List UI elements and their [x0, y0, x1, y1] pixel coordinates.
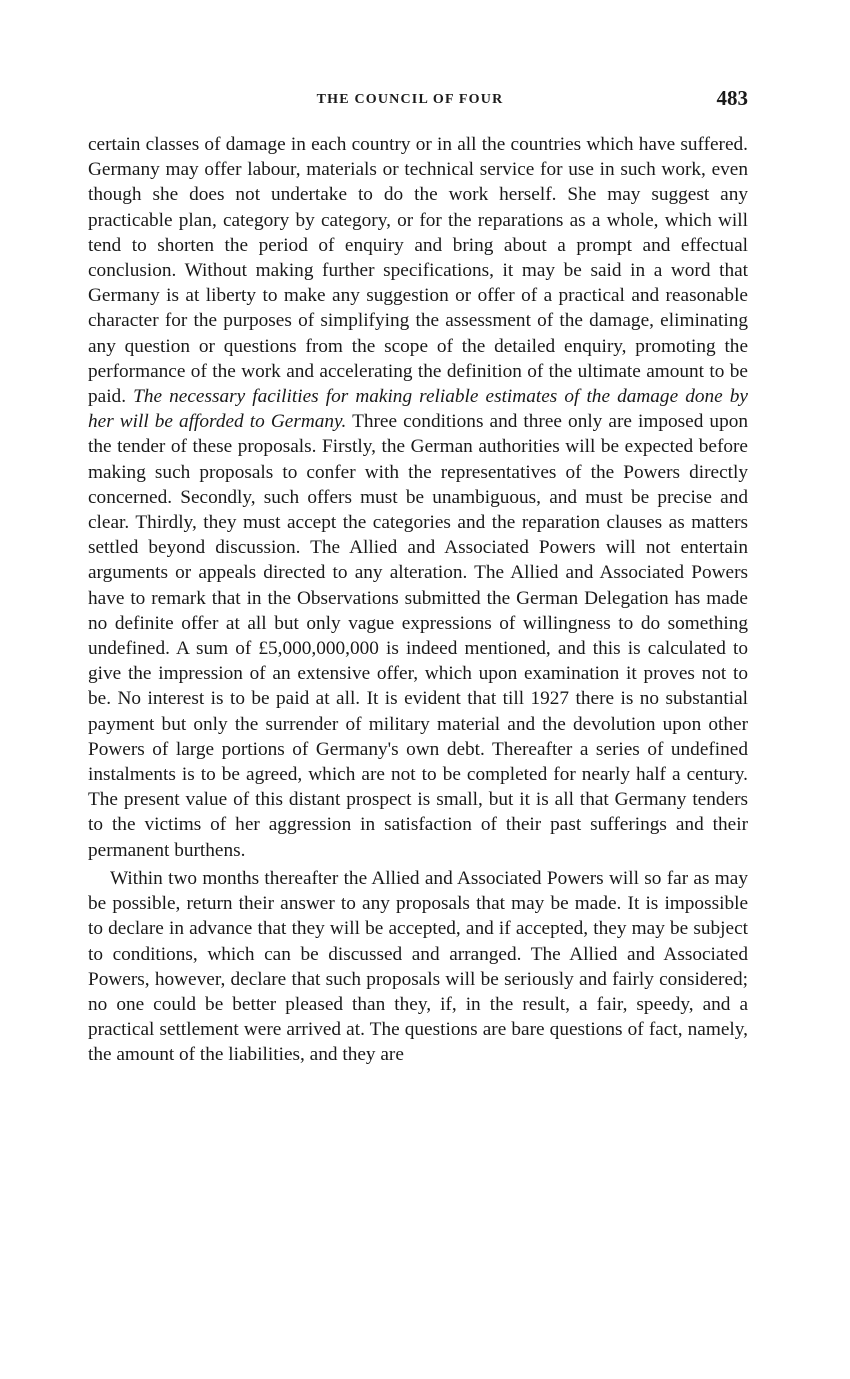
- running-head: [88, 0, 748, 120]
- paragraph-1-continuation: Three conditions and three only are imposed upon the tender of these proposals. Firstly, the German authorities will be expected before making such proposals to confer with the representatives of the Powers directly concerned. Secondly, such offers must be unambiguous, and must be precise and clear. Thirdly, they must accept the categories and the reparation clauses as matters settled beyond discussion. The Allied and Associated Powers will not entertain arguments or appeals directed to any alteration. The Allied and Associated Powers have to remark that in the Observations submitted the German Delegation has made no definite offer at all but only vague expressions of willingness to do something undefined. A sum of £5,000,000,000 is indeed mentioned, and this is calculated to give the impression of an extensive offer, which upon examination it proves not to be. No interest is to be paid at all. It is evident that till 1927 there is no substantial payment but only the surrender of military material and the devolution upon other Powers of large portions of Germany's own debt. Thereafter a series of undefined instalments is to be agreed, which are not to be completed for nearly half a century. The present value of this distant prospect is small, but it is all that Germany tenders to the victims of her aggression in satisfaction of their past sufferings and their permanent burthens.: [88, 411, 748, 861]
- italic-passage: The necessary facilities for making reliable estimates of the damage done by her will be afforded to Germany.: [88, 386, 748, 433]
- book-page: [88, 0, 748, 1066]
- body-text: [88, 132, 748, 1068]
- paragraph-2: Within two months thereafter the Allied and Associated Powers will so far as may be possible, return their answer to any proposals that may be made. It is impossible to declare in advance that they will be accepted, and if accepted, they may be subject to conditions, which can be discussed and arranged. The Allied and Associated Powers, however, declare that such proposals will be seriously and fairly considered; no one could be better pleased than they, if, in the result, a fair, speedy, and a practical settlement were arrived at. The questions are bare questions of fact, namely, the amount of the liabilities, and they are: [88, 867, 748, 1066]
- running-title: THE COUNCIL OF FOUR: [316, 92, 504, 107]
- paragraph-1: [88, 132, 748, 863]
- paragraph-1-text: certain classes of damage in each country or in all the countries which have suffered. Germany may offer labour, materials or technical service for use in such work, even though she does not undertake to do the work herself. She may suggest any practicable plan, category by category, or for the reparations as a whole, which will tend to shorten the period of enquiry and bring about a prompt and effectual conclusion. Without making further specifications, it may be said in a word that Germany is at liberty to make any suggestion or offer of a practical and reasonable character for the purposes of simplifying the assessment of the damage, eliminating any question or questions from the scope of the detailed enquiry, promoting the performance of the work and accelerating the definition of the ultimate amount to be paid.: [88, 134, 748, 408]
- page-number: 483: [716, 86, 748, 110]
